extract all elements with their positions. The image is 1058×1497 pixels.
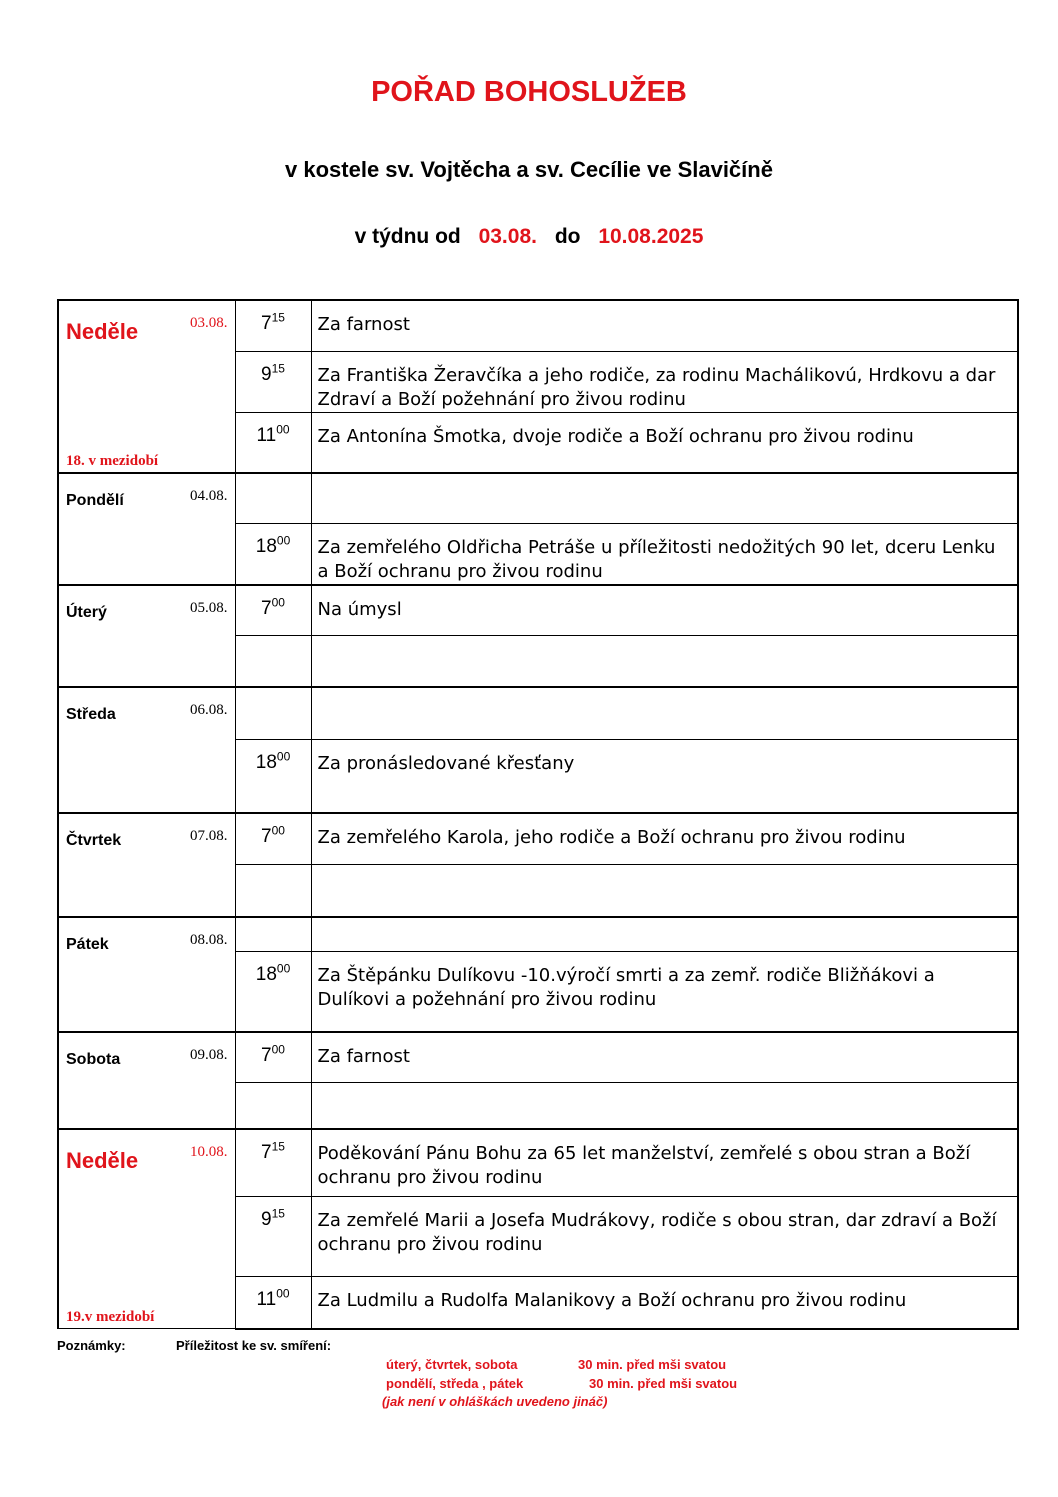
mass-intention: Na úmysl — [311, 585, 1018, 636]
week-range — [0, 225, 1058, 249]
mass-time-hour: 7 — [261, 1141, 272, 1163]
day-name: Čtvrtek — [66, 831, 122, 849]
mass-time-minutes: 00 — [276, 533, 291, 548]
mass-time — [235, 917, 311, 952]
mass-row — [58, 473, 1018, 523]
mass-time-minutes: 00 — [271, 823, 285, 838]
mass-time — [235, 1083, 311, 1129]
mass-intention — [311, 865, 1018, 917]
day-name: Pondělí — [66, 492, 124, 509]
mass-time — [235, 473, 311, 523]
mass-time-hour: 11 — [256, 1289, 277, 1310]
mass-intention — [311, 1083, 1018, 1129]
mass-time-minutes: 15 — [271, 361, 285, 376]
mass-time — [235, 740, 311, 813]
day-name: Úterý — [66, 603, 107, 621]
week-from-date: 03.08. — [478, 225, 537, 248]
mass-time-minutes: 00 — [276, 749, 291, 764]
mass-time-hour: 18 — [255, 964, 277, 985]
mass-time — [235, 351, 311, 412]
day-name: Neděle — [66, 1147, 139, 1173]
church-subtitle: v kostele sv. Vojtěcha a sv. Cecílie ve Slavičíně — [285, 157, 773, 182]
mass-row — [58, 585, 1018, 636]
mass-time-minutes: 15 — [271, 1206, 285, 1221]
confession-time-2: 30 min. před mši svatou — [589, 1376, 738, 1391]
mass-row — [58, 300, 1018, 351]
day-name: Neděle — [66, 319, 139, 344]
mass-intention: Za Františka Žeravčíka a jeho rodiče, za rodinu Machálikovú, Hrdkovu a dar Zdraví a Boží požehnání pro živou rodinu — [311, 351, 1018, 412]
mass-intention: Za zemřelé Marii a Josefa Mudrákovy, rodiče s obou stran, dar zdraví a Boží ochranu pro živou rodinu — [311, 1197, 1018, 1277]
day-cell — [58, 300, 235, 473]
day-name: Středa — [66, 705, 116, 723]
mass-intention: Za Antonína Šmotka, dvoje rodiče a Boží ochranu pro živou rodinu — [311, 412, 1018, 473]
day-cell — [58, 473, 235, 585]
mass-row — [58, 1129, 1018, 1197]
mass-intention: Za zemřelého Oldřicha Petráše u příležitosti nedožitých 90 let, dceru Lenku a Boží ochranu pro živou rodinu — [311, 523, 1018, 585]
day-date: 03.08. — [190, 315, 228, 331]
confession-days-1: úterý, čtvrtek, sobota — [386, 1357, 518, 1372]
day-cell — [58, 585, 235, 687]
mass-time-hour: 7 — [261, 825, 272, 847]
day-cell — [58, 687, 235, 813]
day-date: 05.08. — [190, 599, 228, 616]
mass-intention: Poděkování Pánu Bohu za 65 let manželství, zemřelé s obou stran a Boží ochranu pro živou rodinu — [311, 1129, 1018, 1197]
mass-time-hour: 18 — [255, 535, 277, 557]
mass-intention — [311, 687, 1018, 740]
mass-time-minutes: 00 — [276, 961, 291, 976]
mass-time — [235, 1277, 311, 1329]
mass-time — [235, 865, 311, 917]
mass-time — [235, 523, 311, 585]
day-date: 10.08. — [190, 1143, 228, 1160]
mass-time-hour: 7 — [261, 597, 272, 619]
mass-time-minutes: 15 — [271, 310, 285, 325]
mass-time — [235, 952, 311, 1032]
mass-row — [58, 917, 1018, 952]
day-date: 08.08. — [190, 931, 228, 948]
liturgical-sunday: 18. v mezidobí — [66, 453, 159, 469]
mass-time — [235, 412, 311, 473]
schedule-table — [57, 299, 1019, 1330]
mass-intention: Za zemřelého Karola, jeho rodiče a Boží ochranu pro živou rodinu — [311, 813, 1018, 865]
mass-time-hour: 18 — [255, 752, 277, 773]
mass-time-minutes: 15 — [271, 1139, 285, 1154]
mass-intention: Za farnost — [311, 1032, 1018, 1083]
mass-intention: Za Ludmilu a Rudolfa Malanikovy a Boží ochranu pro živou rodinu — [311, 1277, 1018, 1329]
mass-time — [235, 585, 311, 636]
day-date: 04.08. — [190, 488, 228, 504]
mass-intention: Za farnost — [311, 300, 1018, 351]
mass-time-minutes: 00 — [271, 595, 285, 610]
day-cell — [58, 1032, 235, 1129]
mass-time-hour: 7 — [261, 1044, 272, 1066]
mass-time — [235, 1197, 311, 1277]
day-name: Pátek — [66, 935, 109, 953]
confession-days-2: pondělí, středa , pátek — [386, 1376, 524, 1391]
confession-note: (jak není v ohláškách uvedeno jináč) — [382, 1394, 608, 1409]
mass-row — [58, 1032, 1018, 1083]
mass-time-minutes: 00 — [276, 422, 290, 437]
mass-intention: Za Štěpánku Dulíkovu -10.výročí smrti a za zemř. rodiče Bližňákovi a Dulíkovi a požehnání pro živou rodinu — [311, 952, 1018, 1032]
mass-time — [235, 813, 311, 865]
mass-time-hour: 7 — [261, 313, 272, 334]
day-date: 07.08. — [190, 827, 228, 844]
notes-title: Příležitost ke sv. smíření: — [176, 1338, 332, 1353]
mass-time-minutes: 00 — [271, 1042, 285, 1057]
mass-time — [235, 1032, 311, 1083]
day-date: 09.08. — [190, 1046, 228, 1063]
mass-intention: Za pronásledované křesťany — [311, 740, 1018, 813]
mass-time — [235, 687, 311, 740]
mass-intention — [311, 473, 1018, 523]
mass-intention — [311, 917, 1018, 952]
mass-time — [235, 300, 311, 351]
mass-row — [58, 813, 1018, 865]
day-name: Sobota — [66, 1050, 121, 1068]
week-mid: do — [554, 225, 581, 248]
notes-label: Poznámky: — [57, 1338, 126, 1353]
mass-time-hour: 11 — [256, 424, 277, 446]
mass-time-hour: 9 — [261, 1209, 272, 1230]
week-prefix: v týdnu od — [354, 225, 461, 248]
mass-row — [58, 687, 1018, 740]
page-title: POŘAD BOHOSLUŽEB — [371, 76, 687, 108]
mass-intention — [311, 636, 1018, 687]
mass-time — [235, 1129, 311, 1197]
day-cell — [58, 1129, 235, 1329]
day-cell — [58, 813, 235, 917]
mass-time-hour: 9 — [261, 363, 272, 385]
day-cell — [58, 917, 235, 1032]
mass-time — [235, 636, 311, 687]
day-date: 06.08. — [190, 701, 228, 718]
liturgical-sunday: 19.v mezidobí — [66, 1309, 155, 1325]
week-to-date: 10.08.2025 — [598, 225, 704, 248]
mass-time-minutes: 00 — [276, 1286, 290, 1301]
confession-time-1: 30 min. před mši svatou — [578, 1357, 727, 1372]
